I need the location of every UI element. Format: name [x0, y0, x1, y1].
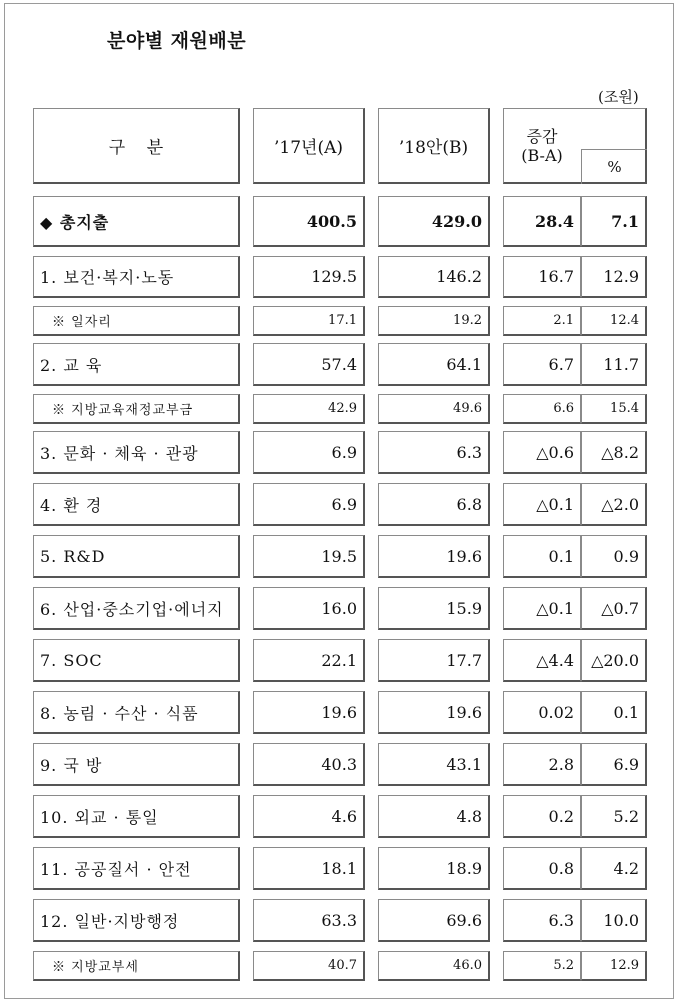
value-b: 69.6	[446, 910, 482, 930]
cell-a	[253, 196, 365, 247]
header-2018	[378, 108, 490, 184]
value-diff: 0.1	[548, 546, 574, 566]
value-b: 43.1	[446, 754, 482, 774]
cell-diff	[503, 394, 581, 424]
value-diff: △0.6	[536, 442, 574, 462]
cell-pct	[581, 951, 647, 981]
cell-a	[253, 431, 365, 474]
value-a: 42.9	[328, 401, 357, 416]
value-b: 49.6	[453, 401, 482, 416]
cell-a	[253, 639, 365, 682]
value-a: 16.0	[321, 598, 357, 618]
cell-diff	[503, 196, 581, 247]
value-diff: 6.6	[553, 401, 574, 416]
cell-pct	[581, 394, 647, 424]
value-b: 6.3	[456, 442, 482, 462]
row-label: 1. 보건·복지·노동	[40, 268, 175, 287]
row-label-cell	[33, 951, 240, 981]
cell-pct	[581, 639, 647, 682]
cell-a	[253, 951, 365, 981]
unit-label: (조원)	[598, 88, 639, 106]
row-label: ※ 일자리	[52, 315, 112, 330]
cell-pct	[581, 899, 647, 942]
value-diff: 0.2	[548, 806, 574, 826]
cell-pct	[581, 535, 647, 578]
row-label-cell	[33, 431, 240, 474]
value-a: 57.4	[321, 354, 357, 374]
row-label: 4. 환 경	[40, 495, 103, 515]
row-label: 10. 외교 · 통일	[40, 807, 159, 827]
row-label-cell	[33, 795, 240, 838]
value-pct: 15.4	[610, 401, 639, 416]
row-label-cell	[33, 691, 240, 734]
value-a: 19.5	[321, 546, 357, 566]
header-diff-formula: (B-A)	[521, 146, 563, 165]
cell-a	[253, 483, 365, 526]
row-label-cell	[33, 343, 240, 386]
value-diff: 16.7	[538, 267, 574, 286]
value-a: 6.9	[331, 442, 357, 462]
row-label-cell	[33, 196, 240, 247]
cell-diff	[503, 587, 581, 630]
cell-a	[253, 899, 365, 942]
cell-pct	[581, 483, 647, 526]
row-label: ◆ 총지출	[40, 212, 110, 232]
row-label: 12. 일반·지방행정	[40, 911, 180, 931]
value-b: 17.7	[446, 650, 482, 670]
value-b: 19.2	[453, 313, 482, 328]
cell-diff	[503, 795, 581, 838]
cell-pct	[581, 343, 647, 386]
value-pct: 0.9	[613, 546, 639, 566]
header-category	[33, 108, 240, 184]
row-label: 9. 국 방	[40, 755, 103, 775]
value-a: 4.6	[331, 806, 357, 826]
value-diff: △0.1	[536, 494, 574, 514]
cell-diff	[503, 899, 581, 942]
header-2017-label: ’17년(A)	[274, 138, 343, 158]
row-label: 2. 교 육	[40, 355, 103, 375]
header-category-label: 구 분	[108, 138, 164, 158]
cell-b	[378, 899, 490, 942]
value-b: 19.6	[446, 702, 482, 722]
value-pct: 5.2	[613, 806, 639, 826]
value-pct: 12.4	[610, 313, 639, 328]
value-diff: 0.02	[538, 702, 574, 722]
value-b: 146.2	[436, 267, 482, 286]
row-label-cell	[33, 394, 240, 424]
value-b: 6.8	[456, 494, 482, 514]
value-a: 19.6	[321, 702, 357, 722]
cell-a	[253, 343, 365, 386]
cell-a	[253, 306, 365, 336]
row-label-cell	[33, 587, 240, 630]
header-2017	[253, 108, 365, 184]
cell-pct	[581, 256, 647, 298]
value-a: 6.9	[331, 494, 357, 514]
value-pct: 7.1	[611, 211, 639, 231]
cell-pct	[581, 795, 647, 838]
page-title: 분야별 재원배분	[107, 30, 247, 52]
value-a: 18.1	[321, 858, 357, 878]
value-pct: △8.2	[601, 442, 639, 462]
cell-a	[253, 256, 365, 298]
cell-b	[378, 535, 490, 578]
cell-diff	[503, 256, 581, 298]
row-label: 5. R&D	[40, 546, 106, 566]
row-label: ※ 지방교육재정교부금	[52, 403, 194, 418]
value-a: 63.3	[321, 910, 357, 930]
cell-a	[253, 795, 365, 838]
value-a: 17.1	[328, 313, 357, 328]
cell-pct	[581, 847, 647, 890]
row-label-cell	[33, 306, 240, 336]
cell-b	[378, 394, 490, 424]
value-diff: 6.7	[548, 354, 574, 374]
value-diff: 6.3	[548, 910, 574, 930]
cell-diff	[503, 639, 581, 682]
value-b: 15.9	[446, 598, 482, 618]
value-a: 40.7	[328, 958, 357, 973]
cell-pct	[581, 306, 647, 336]
cell-pct	[581, 743, 647, 786]
cell-pct	[581, 587, 647, 630]
row-label-cell	[33, 256, 240, 298]
cell-b	[378, 431, 490, 474]
cell-a	[253, 394, 365, 424]
header-pct	[581, 149, 647, 184]
row-label-cell	[33, 847, 240, 890]
cell-b	[378, 795, 490, 838]
cell-a	[253, 743, 365, 786]
cell-diff	[503, 306, 581, 336]
cell-diff	[503, 743, 581, 786]
cell-a	[253, 535, 365, 578]
cell-pct	[581, 196, 647, 247]
value-pct: 10.0	[603, 910, 639, 930]
row-label-cell	[33, 535, 240, 578]
row-label-cell	[33, 743, 240, 786]
value-a: 400.5	[306, 211, 357, 231]
value-diff: 0.8	[548, 858, 574, 878]
value-b: 18.9	[446, 858, 482, 878]
value-pct: 0.1	[613, 702, 639, 722]
cell-diff	[503, 431, 581, 474]
value-diff: 5.2	[553, 958, 574, 973]
cell-b	[378, 847, 490, 890]
value-pct: 12.9	[610, 958, 639, 973]
value-pct: △20.0	[591, 650, 639, 670]
cell-pct	[581, 431, 647, 474]
cell-diff	[503, 691, 581, 734]
value-a: 40.3	[321, 754, 357, 774]
row-label-cell	[33, 483, 240, 526]
value-pct: △0.7	[601, 598, 639, 618]
value-a: 22.1	[321, 650, 357, 670]
value-a: 129.5	[311, 267, 357, 286]
cell-a	[253, 587, 365, 630]
header-diff-label: 증감	[526, 127, 558, 146]
cell-diff	[503, 343, 581, 386]
cell-b	[378, 483, 490, 526]
cell-pct	[581, 691, 647, 734]
cell-a	[253, 691, 365, 734]
header-diff	[503, 108, 581, 184]
cell-a	[253, 847, 365, 890]
header-2018-label: ’18안(B)	[398, 138, 469, 158]
cell-diff	[503, 535, 581, 578]
value-diff: △4.4	[536, 650, 574, 670]
value-pct: △2.0	[601, 494, 639, 514]
cell-diff	[503, 847, 581, 890]
value-b: 4.8	[456, 806, 482, 826]
value-b: 19.6	[446, 546, 482, 566]
value-b: 46.0	[453, 958, 482, 973]
row-label-cell	[33, 899, 240, 942]
cell-b	[378, 256, 490, 298]
cell-b	[378, 343, 490, 386]
value-pct: 4.2	[613, 858, 639, 878]
cell-b	[378, 743, 490, 786]
row-label-cell	[33, 639, 240, 682]
value-b: 64.1	[446, 354, 482, 374]
cell-b	[378, 306, 490, 336]
value-diff: 2.1	[553, 313, 574, 328]
row-label: ※ 지방교부세	[52, 960, 139, 975]
cell-b	[378, 951, 490, 981]
cell-diff	[503, 483, 581, 526]
row-label: 8. 농림 · 수산 · 식품	[40, 703, 199, 723]
value-diff: 2.8	[548, 754, 574, 774]
cell-b	[378, 587, 490, 630]
value-diff: 28.4	[535, 211, 574, 231]
value-pct: 12.9	[603, 267, 639, 286]
cell-b	[378, 639, 490, 682]
value-pct: 6.9	[613, 754, 639, 774]
header-pct-label: %	[607, 158, 622, 176]
value-diff: △0.1	[536, 598, 574, 618]
value-pct: 11.7	[603, 354, 639, 374]
cell-diff	[503, 951, 581, 981]
row-label: 3. 문화 · 체육 · 관광	[40, 443, 199, 463]
cell-b	[378, 691, 490, 734]
row-label: 6. 산업·중소기업·에너지	[40, 599, 224, 619]
row-label: 7. SOC	[40, 650, 103, 670]
value-b: 429.0	[431, 211, 482, 231]
row-label: 11. 공공질서 · 안전	[40, 859, 192, 879]
cell-b	[378, 196, 490, 247]
